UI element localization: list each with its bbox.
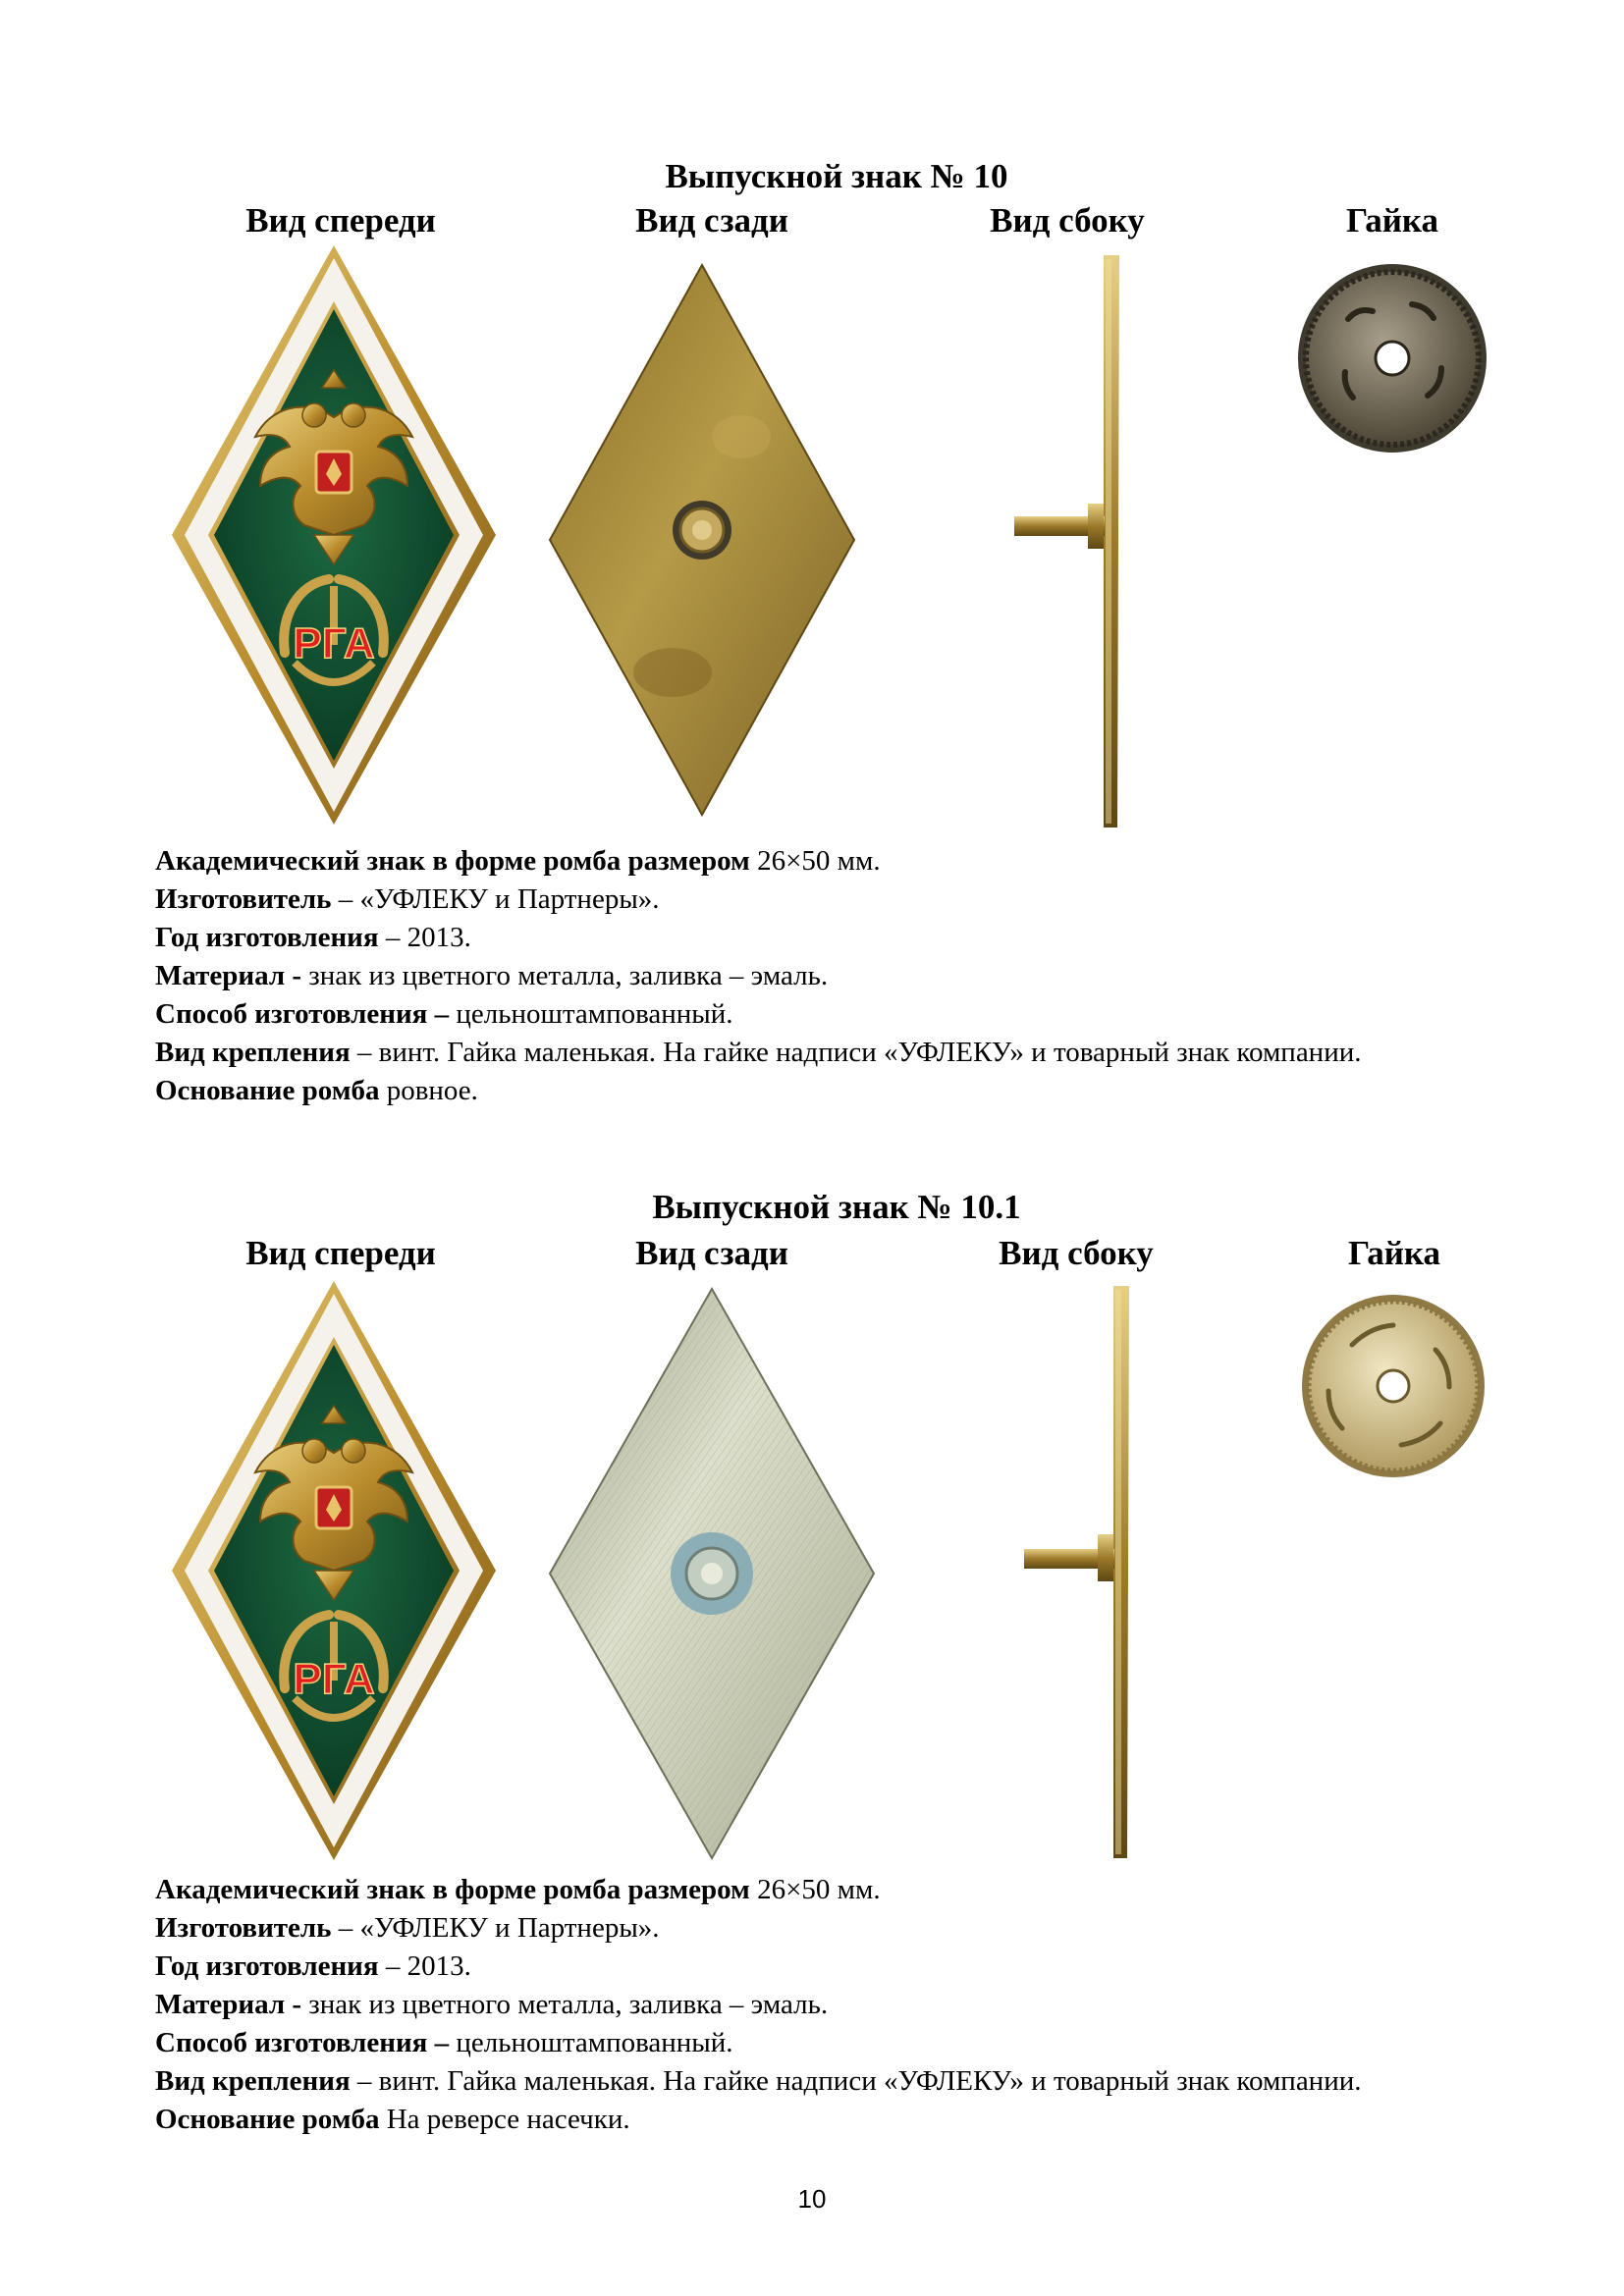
label-front-view: Вид спереди [245,201,436,240]
desc-size: Академический знак в форме ромба размером 26×50 мм. [155,845,881,877]
desc-method: Способ изготовления – цельноштампованный. [155,2027,733,2058]
desc-mount: Вид крепления – винт. Гайка маленькая. На гайке надписи «УФЛЕКУ» и товарный знак компании. [155,1037,1362,1068]
desc-maker: Изготовитель – «УФЛЕКУ и Партнеры». [155,883,660,915]
label-back-view: Вид сзади [635,201,788,240]
label-front-view: Вид спереди [245,1234,436,1272]
desc-maker: Изготовитель – «УФЛЕКУ и Партнеры». [155,1912,660,1944]
desc-base: Основание ромба На реверсе насечки. [155,2104,630,2135]
desc-base: Основание ромба ровное. [155,1075,478,1106]
badge-side-image [1019,1284,1137,1863]
desc-material: Материал - знак из цветного металла, заливка – эмаль. [155,1989,829,2020]
nut-image [1294,260,1490,456]
desc-material: Материал - знак из цветного металла, заливка – эмаль. [155,960,829,991]
badge-description [155,1871,1520,2139]
section-title: Выпускной знак № 10.1 [652,1188,1021,1226]
badge-back-image [545,1284,879,1863]
desc-year: Год изготовления – 2013. [155,1950,471,1982]
desc-method: Способ изготовления – цельноштампованный. [155,998,733,1030]
label-back-view: Вид сзади [635,1234,788,1272]
desc-size: Академический знак в форме ромба размером 26×50 мм. [155,1874,881,1905]
nut-image [1298,1291,1489,1482]
label-nut: Гайка [1346,201,1438,240]
badge-side-image [1009,253,1127,832]
label-side-view: Вид сбоку [999,1234,1154,1272]
page-number: 10 [797,2184,827,2214]
label-nut: Гайка [1348,1234,1440,1272]
label-side-view: Вид сбоку [990,201,1145,240]
desc-mount: Вид крепления – винт. Гайка маленькая. На гайке надписи «УФЛЕКУ» и товарный знак компании. [155,2065,1362,2097]
section-title: Выпускной знак № 10 [665,157,1008,195]
badge-front-image [167,1276,501,1865]
badge-back-image [545,260,859,820]
academy-emblem-icon [284,1615,384,1718]
academy-emblem-icon [284,579,384,682]
badge-description [155,842,1520,1110]
badge-front-image [167,240,501,829]
svg-text:РГА: РГА [293,1655,375,1703]
desc-year: Год изготовления – 2013. [155,922,471,953]
svg-text:РГА: РГА [293,619,375,667]
